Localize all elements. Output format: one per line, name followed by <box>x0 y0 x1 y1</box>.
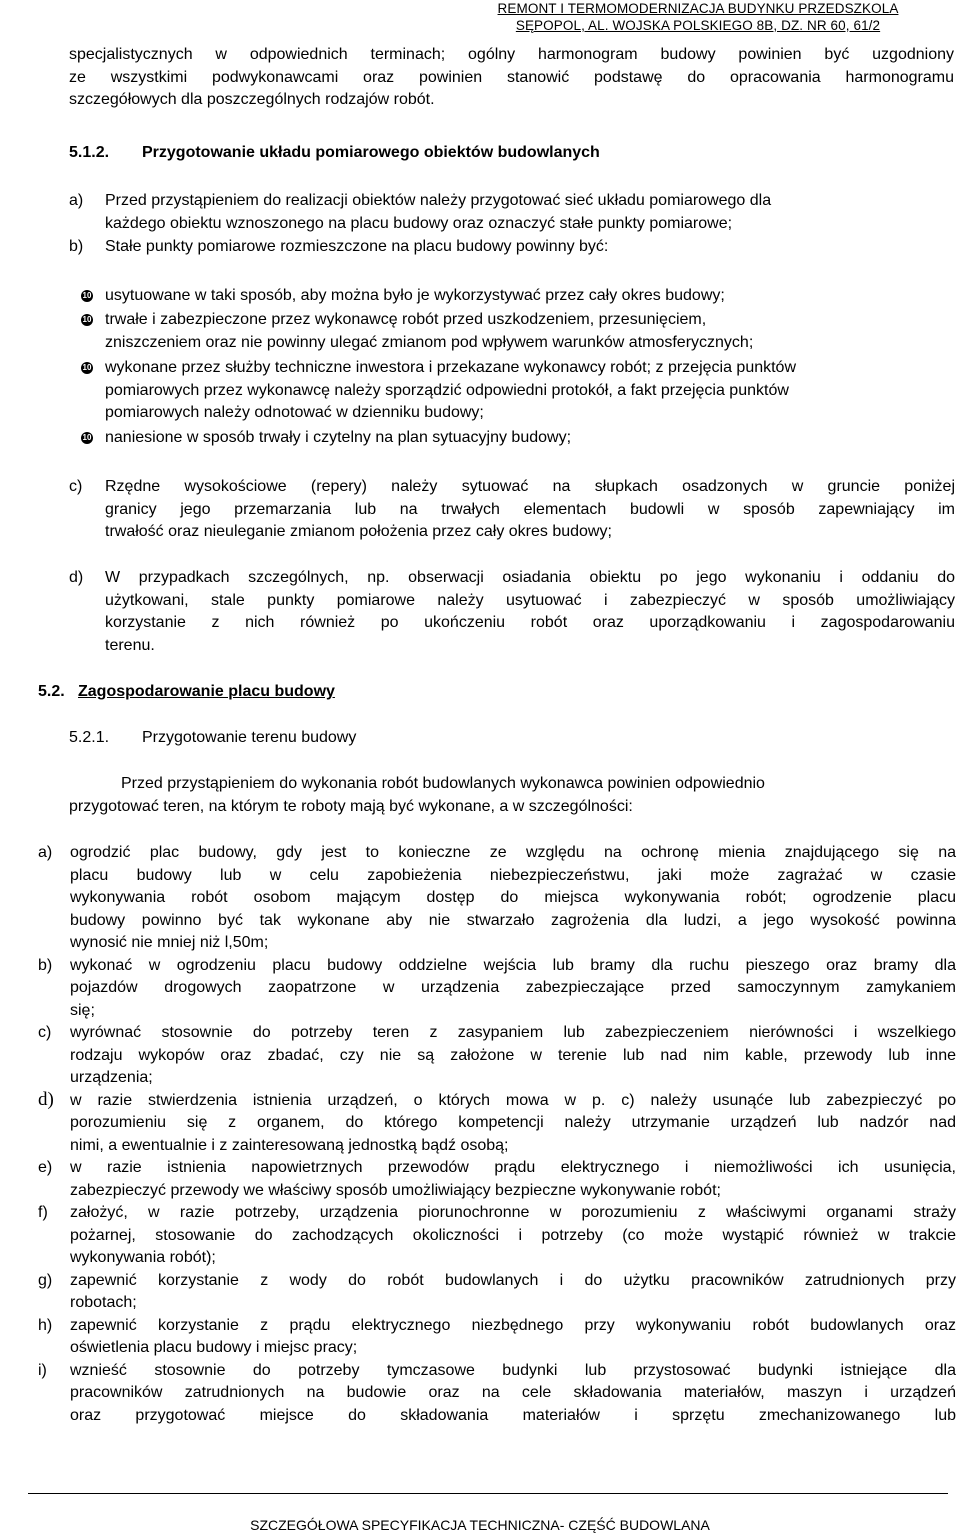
section-title: Przygotowanie układu pomiarowego obiektów budowlanych <box>142 144 600 161</box>
list-item <box>105 427 955 450</box>
text-line: wznieść stosownie do potrzeby tymczasowe budynki lub przystosować budynki istniejące dla <box>70 1361 956 1379</box>
text-line: trwałe i zabezpieczone przez wykonawcę robót przed uszkodzeniem, przesunięciem, <box>105 311 707 328</box>
item-a-text <box>105 190 953 235</box>
text-line: każdego obiektu wznoszonego na placu budowy oraz oznaczyć stałe punkty pomiarowe; <box>105 214 733 232</box>
text-line: wykonywania robót); <box>70 1249 216 1266</box>
text-line: wykonane przez służby techniczne inwestora i przekazane wykonawcy robót; z przejęcia punktów <box>105 359 797 376</box>
text-line: W przypadkach szczególnych, np. obserwacji osiadania obiektu po jego wykonaniu i oddaniu do <box>105 569 955 586</box>
list-item <box>38 1157 956 1202</box>
text-line: w razie stwierdzenia istnienia urządzeń, o których mowa w p. c) należy usunąće lub zabezpieczyć po <box>70 1091 956 1109</box>
list-item <box>38 842 956 955</box>
section-title: Zagospodarowanie placu budowy <box>78 683 335 700</box>
text-line: granicy jego przemarzania lub na trwałych elementach budowli w sposób zapewniający im <box>105 500 955 518</box>
item-label: h) <box>38 1316 53 1334</box>
text-line: pomiarowych należy odnotować w dzienniku budowy; <box>105 404 484 421</box>
list-item <box>38 1202 956 1270</box>
item-label: i) <box>38 1361 47 1379</box>
bullet-icon: 10 <box>82 291 92 300</box>
text-line: się; <box>70 1001 95 1019</box>
section-number: 5.2. <box>38 683 65 700</box>
text-line: Przed przystąpieniem do realizacji obiektów należy przygotować sieć układu pomiarowego dla <box>105 192 772 209</box>
text-line: zniszczeniem oraz nie powinny ulegać zmianom pod wpływem warunków atmosferycznych; <box>105 333 754 351</box>
list-item <box>38 1090 956 1158</box>
item-label: d) <box>38 1088 54 1110</box>
list-item <box>105 357 955 425</box>
text-line: rodzaju wykopów oraz zbadać, czy nie są założone w terenie lub nad nim kable, przewody lub inne <box>70 1046 956 1064</box>
item-b-text: Stałe punkty pomiarowe rozmieszczone na placu budowy powinny być: <box>105 238 609 255</box>
text-line: przygotować teren, na którym te roboty mają być wykonane, a w szczególności: <box>69 797 633 815</box>
list-item <box>38 1270 956 1315</box>
list-item <box>38 1360 956 1428</box>
list-item <box>38 1315 956 1360</box>
text-line: użytkowani, stale punkty pomiarowe należy usytuować i zabezpieczyć w sposób umożliwiający <box>105 591 955 609</box>
item-label: c) <box>38 1024 52 1041</box>
text-line: zapewnić korzystanie z wody do robót budowlanych i do użytku pracowników zatrudnionych przy <box>70 1271 956 1289</box>
subsection-title: Przygotowanie terenu budowy <box>142 729 357 746</box>
item-label: a) <box>38 844 53 861</box>
list-item <box>105 285 955 308</box>
text-line: ze wszystkimi podwykonawcami oraz powinien stanowić podstawę do opracowania harmonogramu <box>69 68 954 86</box>
text-line: naniesione w sposób trwały i czytelny na plan sytuacyjny budowy; <box>105 429 572 446</box>
item-d-text <box>105 567 955 657</box>
item-label: e) <box>38 1159 53 1176</box>
item-c-text <box>105 476 955 544</box>
text-line: usytuowane w taki sposób, aby można było je wykorzystywać przez cały okres budowy; <box>105 287 725 304</box>
text-line: wyrównać stosownie do potrzeby teren z zasypaniem lub zabezpieczeniem nierówności i wszelkiego <box>70 1024 956 1041</box>
text-line: trwałość oraz nieuleganie zmianom położenia przez cały okres budowy; <box>105 523 612 540</box>
footer-divider <box>28 1493 948 1494</box>
text-line: porozumieniu się z organem, do którego kompetencji należy utrzymanie urządzeń lub nadzór nad <box>70 1114 956 1131</box>
item-label: f) <box>38 1204 48 1221</box>
text-line: placu budowy lub w celu zapobieżenia niebezpieczeństwu, jaki może zagrażać w czasie <box>70 866 956 884</box>
document-footer: SZCZEGÓŁOWA SPECYFIKACJA TECHNICZNA- CZĘŚĆ BUDOWLANA <box>250 1517 710 1533</box>
list-item <box>38 955 956 1023</box>
subsection-number: 5.2.1. <box>69 729 110 746</box>
item-label: g) <box>38 1271 53 1289</box>
item-label: c) <box>69 478 83 495</box>
text-line: wynosić nie mniej niż l,50m; <box>70 934 269 951</box>
text-line: zapewnić korzystanie z prądu elektrycznego niezbędnego przy wykonywaniu robót budowlanych oraz <box>70 1316 956 1334</box>
bullet-icon: 10 <box>82 315 92 324</box>
requirements-list <box>38 842 956 1427</box>
text-line: nimi, a ewentualnie i z zainteresowaną jednostką bądź osobą; <box>70 1136 509 1154</box>
bullet-icon: 10 <box>82 363 92 372</box>
text-line: specjalistycznych w odpowiednich terminach; ogólny harmonogram budowy powinien być uzgodniony <box>69 46 954 63</box>
subsection-intro <box>69 773 919 818</box>
text-line: pojazdów drogowych zaopatrzone w urządzenia zabezpieczające przed samoczynnym zamykaniem <box>70 979 956 996</box>
text-line: wykonać w ogrodzeniu placu budowy oddzielne wejścia lub bramy dla ruchu pieszego oraz bramy dla <box>70 956 956 974</box>
text-line: zabezpieczyć przewody we właściwy sposób umożliwiający bezpieczne wykonywanie robót; <box>70 1181 721 1199</box>
header-title: REMONT I TERMOMODERNIZACJA BUDYNKU PRZEDSZKOLA <box>497 1 899 16</box>
list-item <box>105 309 955 354</box>
text-line: robotach; <box>70 1294 137 1311</box>
item-label: d) <box>69 569 84 586</box>
section-number: 5.1.2. <box>69 144 110 161</box>
text-line: Rzędne wysokościowe (repery) należy sytuować na słupkach osadzonych w gruncie poniżej <box>105 478 955 495</box>
text-line: budowy powinno być tak wykonane aby nie stwarzało zagrożenia dla ludzi, a jego wysokość powinna <box>70 911 956 929</box>
item-label: b) <box>69 238 84 255</box>
document-header <box>448 0 948 34</box>
text-line: oświetlenia placu budowy i miejsc pracy; <box>70 1339 358 1356</box>
intro-paragraph <box>69 44 954 112</box>
text-line: pomiarowych przez wykonawcę należy sporządzić odpowiedni protokół, a fakt przejęcia punktów <box>105 381 789 399</box>
text-line: w razie istnienia napowietrznych przewodów prądu elektrycznego i niemożliwości ich usunięcia, <box>70 1159 956 1176</box>
text-line: założyć, w razie potrzeby, urządzenia piorunochronne w porozumieniu z właściwymi organami straży <box>70 1204 956 1221</box>
text-line: korzystanie z nich również po ukończeniu robót oraz uporządkowaniu i zagospodarowaniu <box>105 614 955 631</box>
item-label: a) <box>69 192 84 209</box>
bullet-icon: 10 <box>82 433 92 442</box>
item-label: b) <box>38 956 53 974</box>
text-line: pracowników zatrudnionych na budowie oraz na cele składowania materiałów, maszyn i urządzeń <box>70 1384 956 1401</box>
text-line: wykonywania robót osobom mającym dostęp do miejsca wykonywania robót; ogrodzenie placu <box>70 889 956 906</box>
text-line: pożarnej, stosowanie do zachodzących okoliczności i potrzeby (co może wystąpić również w trakcie <box>70 1226 956 1244</box>
text-line: ogrodzić plac budowy, gdy jest to konieczne ze względu na ochronę mienia znajdującego się na <box>70 844 956 861</box>
text-line: urządzenia; <box>70 1069 153 1086</box>
text-line: terenu. <box>105 636 155 654</box>
text-line: szczegółowych dla poszczególnych rodzajów robót. <box>69 91 435 108</box>
text-line: Przed przystąpieniem do wykonania robót budowlanych wykonawca powinien odpowiednio <box>121 775 765 792</box>
list-item <box>38 1022 956 1090</box>
header-address: SĘPOPOL, AL. WOJSKA POLSKIEGO 8B, DZ. NR 60, 61/2 <box>515 18 881 33</box>
text-line: oraz przygotować miejsce do składowania materiałów i sprzętu zmechanizowanego lub <box>70 1406 956 1424</box>
